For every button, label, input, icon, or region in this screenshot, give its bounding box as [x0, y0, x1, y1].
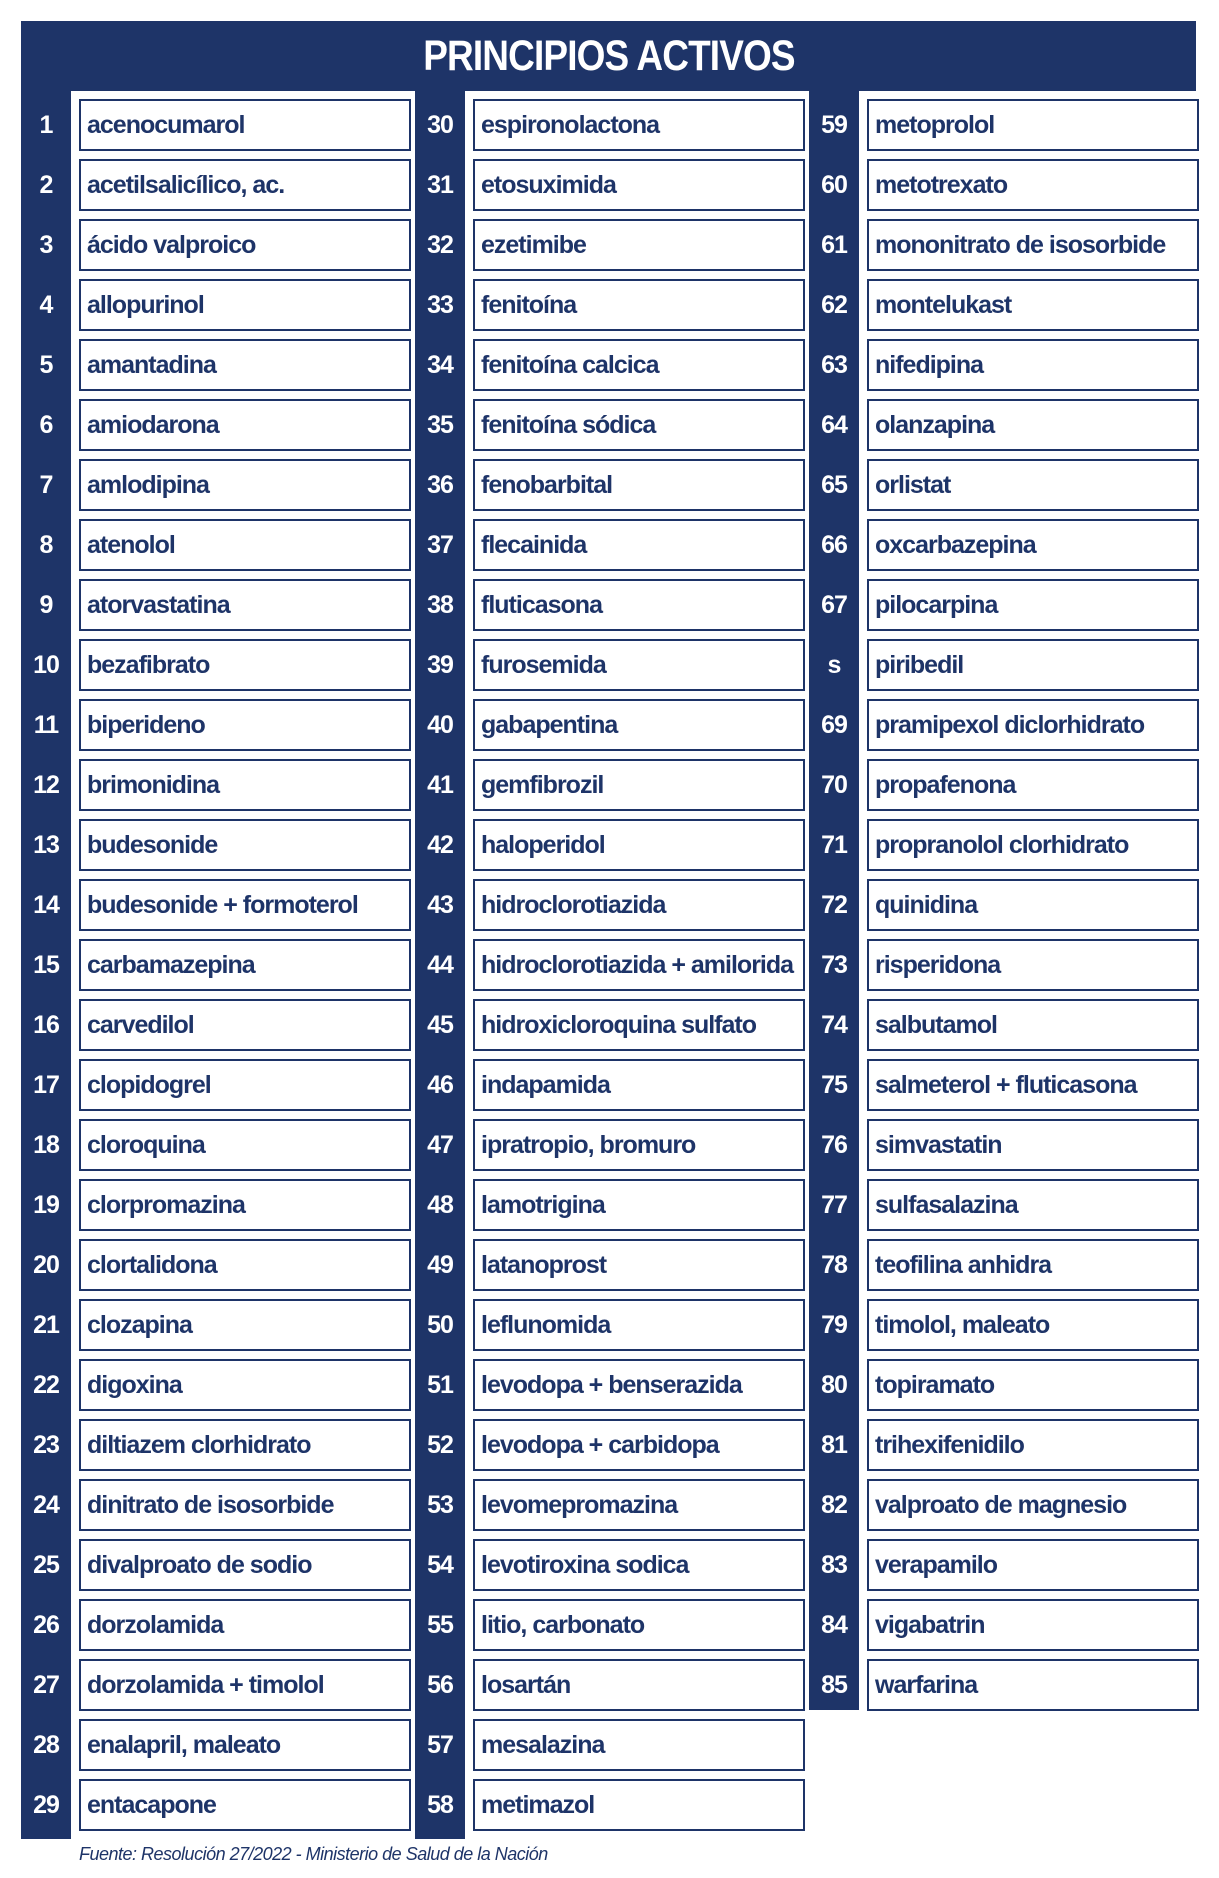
item-name: mesalazina: [473, 1719, 805, 1771]
item-number: 56: [427, 1671, 453, 1699]
item-number: 24: [33, 1491, 59, 1519]
item-number: 34: [427, 351, 453, 379]
item-number: 36: [427, 471, 453, 499]
list-item: [21, 1239, 409, 1299]
list-item: [415, 1479, 803, 1539]
item-number: 27: [33, 1671, 59, 1699]
item-name: quinidina: [867, 879, 1199, 931]
list-item: [21, 699, 409, 759]
list-item: [21, 1719, 409, 1779]
list-item: [21, 999, 409, 1059]
item-number: 1: [39, 111, 53, 139]
item-number: 26: [33, 1611, 59, 1639]
list-item: [809, 699, 1197, 759]
item-name: divalproato de sodio: [79, 1539, 411, 1591]
item-number: 72: [821, 891, 847, 919]
list-item: [21, 1179, 409, 1239]
list-item: [415, 1659, 803, 1719]
item-name: hidroxicloroquina sulfato: [473, 999, 805, 1051]
item-number: 82: [821, 1491, 847, 1519]
item-number: 11: [33, 711, 59, 739]
list-item: [809, 1059, 1197, 1119]
list-item: [809, 1419, 1197, 1479]
list-item: [809, 99, 1197, 159]
list-item: [21, 819, 409, 879]
item-name: flecainida: [473, 519, 805, 571]
item-number: 62: [821, 291, 847, 319]
item-name: montelukast: [867, 279, 1199, 331]
list-item: [415, 1419, 803, 1479]
item-name: clopidogrel: [79, 1059, 411, 1111]
item-number: 49: [427, 1251, 453, 1279]
list-column-2: [415, 99, 803, 1839]
item-name: dorzolamida: [79, 1599, 411, 1651]
list-item: [415, 579, 803, 639]
item-name: enalapril, maleato: [79, 1719, 411, 1771]
list-item: [809, 219, 1197, 279]
item-number: 43: [427, 891, 453, 919]
list-item: [415, 1359, 803, 1419]
item-name: propafenona: [867, 759, 1199, 811]
item-number: 12: [33, 771, 59, 799]
list-item: [21, 1599, 409, 1659]
list-item: [415, 819, 803, 879]
list-item: [21, 879, 409, 939]
list-item: [21, 1479, 409, 1539]
list-item: [809, 939, 1197, 999]
list-column-3: [809, 99, 1197, 1719]
list-item: [415, 1119, 803, 1179]
list-item: [21, 339, 409, 399]
item-number: 83: [821, 1551, 847, 1579]
item-name: gemfibrozil: [473, 759, 805, 811]
item-number: 65: [821, 471, 847, 499]
item-name: valproato de magnesio: [867, 1479, 1199, 1531]
item-number: 67: [821, 591, 847, 619]
item-number: 48: [427, 1191, 453, 1219]
item-name: levodopa + carbidopa: [473, 1419, 805, 1471]
item-name: fenitoína: [473, 279, 805, 331]
page-title: PRINCIPIOS ACTIVOS: [422, 31, 795, 80]
item-number: 42: [427, 831, 453, 859]
item-name: bezafibrato: [79, 639, 411, 691]
item-name: indapamida: [473, 1059, 805, 1111]
list-item: [415, 1299, 803, 1359]
item-name: dinitrato de isosorbide: [79, 1479, 411, 1531]
item-name: ezetimibe: [473, 219, 805, 271]
item-number: 81: [821, 1431, 847, 1459]
item-number: 53: [427, 1491, 453, 1519]
item-number: 63: [821, 351, 847, 379]
item-name: nifedipina: [867, 339, 1199, 391]
item-name: digoxina: [79, 1359, 411, 1411]
item-name: ácido valproico: [79, 219, 411, 271]
source-note: Fuente: Resolución 27/2022 - Ministerio de Salud de la Nación: [79, 1844, 548, 1864]
item-number: 17: [33, 1071, 59, 1099]
list-item: [809, 339, 1197, 399]
list-item: [415, 1059, 803, 1119]
item-number: 71: [821, 831, 847, 859]
item-name: vigabatrin: [867, 1599, 1199, 1651]
item-number: 46: [427, 1071, 453, 1099]
item-number: 55: [427, 1611, 453, 1639]
list-item: [809, 279, 1197, 339]
item-name: teofilina anhidra: [867, 1239, 1199, 1291]
list-item: [21, 159, 409, 219]
item-name: olanzapina: [867, 399, 1199, 451]
item-number: 3: [39, 231, 53, 259]
item-name: timolol, maleato: [867, 1299, 1199, 1351]
list-item: [21, 99, 409, 159]
list-item: [809, 159, 1197, 219]
item-number: 80: [821, 1371, 847, 1399]
item-number: 15: [33, 951, 59, 979]
item-number: 44: [427, 951, 453, 979]
list-item: [809, 459, 1197, 519]
item-name: ipratropio, bromuro: [473, 1119, 805, 1171]
item-name: brimonidina: [79, 759, 411, 811]
item-name: piribedil: [867, 639, 1199, 691]
item-number: 31: [427, 171, 453, 199]
item-number: 32: [427, 231, 453, 259]
list-item: [415, 1779, 803, 1839]
list-item: [415, 939, 803, 999]
item-number: 73: [821, 951, 847, 979]
item-number: 75: [821, 1071, 847, 1099]
item-number: 19: [33, 1191, 59, 1219]
item-name: fenobarbital: [473, 459, 805, 511]
item-name: levodopa + benserazida: [473, 1359, 805, 1411]
list-item: [415, 879, 803, 939]
item-name: hidroclorotiazida: [473, 879, 805, 931]
list-item: [415, 279, 803, 339]
item-name: dorzolamida + timolol: [79, 1659, 411, 1711]
item-name: clozapina: [79, 1299, 411, 1351]
list-item: [21, 219, 409, 279]
item-name: levotiroxina sodica: [473, 1539, 805, 1591]
list-item: [809, 639, 1197, 699]
item-name: clorpromazina: [79, 1179, 411, 1231]
item-name: orlistat: [867, 459, 1199, 511]
item-number: 10: [33, 651, 59, 679]
list-item: [21, 939, 409, 999]
item-number: 41: [427, 771, 453, 799]
item-name: topiramato: [867, 1359, 1199, 1411]
list-item: [809, 999, 1197, 1059]
list-item: [21, 1779, 409, 1839]
item-name: espironolactona: [473, 99, 805, 151]
item-number: 69: [821, 711, 847, 739]
item-name: pramipexol diclorhidrato: [867, 699, 1199, 751]
item-name: simvastatin: [867, 1119, 1199, 1171]
item-name: fenitoína calcica: [473, 339, 805, 391]
item-number: 18: [33, 1131, 59, 1159]
item-name: trihexifenidilo: [867, 1419, 1199, 1471]
list-item: [809, 879, 1197, 939]
item-number: 50: [427, 1311, 453, 1339]
item-number: 33: [427, 291, 453, 319]
item-number: 6: [39, 411, 53, 439]
list-item: [415, 699, 803, 759]
item-number: 76: [821, 1131, 847, 1159]
list-item: [809, 1539, 1197, 1599]
list-item: [809, 759, 1197, 819]
item-name: warfarina: [867, 1659, 1199, 1711]
item-number: 84: [821, 1611, 847, 1639]
list-item: [21, 579, 409, 639]
item-number: 47: [427, 1131, 453, 1159]
item-name: lamotrigina: [473, 1179, 805, 1231]
list-item: [21, 1659, 409, 1719]
item-name: salmeterol + fluticasona: [867, 1059, 1199, 1111]
item-number: s: [827, 651, 841, 679]
list-item: [809, 1479, 1197, 1539]
list-item: [21, 1539, 409, 1599]
list-item: [21, 1419, 409, 1479]
list-item: [21, 1119, 409, 1179]
item-number: 21: [33, 1311, 59, 1339]
item-name: entacapone: [79, 1779, 411, 1831]
item-name: pilocarpina: [867, 579, 1199, 631]
item-number: 79: [821, 1311, 847, 1339]
item-name: hidroclorotiazida + amilorida: [473, 939, 805, 991]
item-name: atorvastatina: [79, 579, 411, 631]
item-number: 59: [821, 111, 847, 139]
item-name: clortalidona: [79, 1239, 411, 1291]
item-name: leflunomida: [473, 1299, 805, 1351]
item-name: mononitrato de isosorbide: [867, 219, 1199, 271]
item-number: 25: [33, 1551, 59, 1579]
item-number: 40: [427, 711, 453, 739]
list-item: [809, 1659, 1197, 1719]
list-item: [809, 819, 1197, 879]
item-name: oxcarbazepina: [867, 519, 1199, 571]
item-name: metotrexato: [867, 159, 1199, 211]
item-name: allopurinol: [79, 279, 411, 331]
item-name: budesonide + formoterol: [79, 879, 411, 931]
item-number: 29: [33, 1791, 59, 1819]
item-number: 7: [39, 471, 53, 499]
list-item: [809, 579, 1197, 639]
item-name: litio, carbonato: [473, 1599, 805, 1651]
item-name: levomepromazina: [473, 1479, 805, 1531]
list-item: [21, 639, 409, 699]
list-item: [415, 1239, 803, 1299]
item-name: biperideno: [79, 699, 411, 751]
item-name: fluticasona: [473, 579, 805, 631]
list-item: [415, 759, 803, 819]
item-number: 70: [821, 771, 847, 799]
item-number: 13: [33, 831, 59, 859]
item-name: haloperidol: [473, 819, 805, 871]
item-name: propranolol clorhidrato: [867, 819, 1199, 871]
item-name: amiodarona: [79, 399, 411, 451]
list-item: [21, 279, 409, 339]
item-name: amantadina: [79, 339, 411, 391]
item-number: 45: [427, 1011, 453, 1039]
item-number: 64: [821, 411, 847, 439]
item-number: 60: [821, 171, 847, 199]
list-item: [415, 999, 803, 1059]
item-name: diltiazem clorhidrato: [79, 1419, 411, 1471]
item-number: 51: [427, 1371, 453, 1399]
list-item: [21, 1059, 409, 1119]
item-name: salbutamol: [867, 999, 1199, 1051]
list-item: [809, 399, 1197, 459]
item-name: metoprolol: [867, 99, 1199, 151]
item-number: 57: [427, 1731, 453, 1759]
item-number: 9: [39, 591, 53, 619]
list-item: [415, 99, 803, 159]
item-number: 61: [821, 231, 847, 259]
item-number: 20: [33, 1251, 59, 1279]
list-item: [415, 159, 803, 219]
list-item: [809, 1119, 1197, 1179]
item-number: 2: [39, 171, 53, 199]
list-item: [415, 1719, 803, 1779]
item-number: 14: [33, 891, 59, 919]
list-item: [809, 1359, 1197, 1419]
item-number: 16: [33, 1011, 59, 1039]
item-number: 4: [39, 291, 53, 319]
list-item: [21, 459, 409, 519]
item-number: 39: [427, 651, 453, 679]
list-item: [415, 519, 803, 579]
item-name: fenitoína sódica: [473, 399, 805, 451]
item-number: 85: [821, 1671, 847, 1699]
item-name: carbamazepina: [79, 939, 411, 991]
item-name: losartán: [473, 1659, 805, 1711]
item-number: 28: [33, 1731, 59, 1759]
list-item: [21, 399, 409, 459]
item-name: cloroquina: [79, 1119, 411, 1171]
list-item: [21, 1299, 409, 1359]
item-number: 77: [821, 1191, 847, 1219]
item-number: 66: [821, 531, 847, 559]
item-name: acenocumarol: [79, 99, 411, 151]
item-number: 38: [427, 591, 453, 619]
item-name: acetilsalicílico, ac.: [79, 159, 411, 211]
list-item: [415, 1539, 803, 1599]
list-item: [809, 1239, 1197, 1299]
item-number: 58: [427, 1791, 453, 1819]
item-name: amlodipina: [79, 459, 411, 511]
item-name: risperidona: [867, 939, 1199, 991]
item-number: 22: [33, 1371, 59, 1399]
list-item: [809, 519, 1197, 579]
item-name: furosemida: [473, 639, 805, 691]
item-number: 54: [427, 1551, 453, 1579]
item-number: 52: [427, 1431, 453, 1459]
list-column-1: [21, 99, 409, 1839]
list-item: [415, 1179, 803, 1239]
list-item: [21, 759, 409, 819]
item-name: verapamilo: [867, 1539, 1199, 1591]
item-name: gabapentina: [473, 699, 805, 751]
item-name: etosuximida: [473, 159, 805, 211]
item-number: 35: [427, 411, 453, 439]
list-item: [809, 1599, 1197, 1659]
item-name: budesonide: [79, 819, 411, 871]
item-name: sulfasalazina: [867, 1179, 1199, 1231]
item-number: 30: [427, 111, 453, 139]
list-item: [809, 1299, 1197, 1359]
item-name: carvedilol: [79, 999, 411, 1051]
page-header: [21, 21, 1196, 91]
item-name: atenolol: [79, 519, 411, 571]
item-name: latanoprost: [473, 1239, 805, 1291]
item-number: 74: [821, 1011, 847, 1039]
list-item: [415, 219, 803, 279]
item-number: 5: [39, 351, 53, 379]
list-item: [415, 399, 803, 459]
item-number: 23: [33, 1431, 59, 1459]
list-item: [415, 339, 803, 399]
list-item: [21, 519, 409, 579]
list-item: [21, 1359, 409, 1419]
item-number: 37: [427, 531, 453, 559]
list-item: [809, 1179, 1197, 1239]
list-item: [415, 459, 803, 519]
item-name: metimazol: [473, 1779, 805, 1831]
list-item: [415, 1599, 803, 1659]
item-number: 78: [821, 1251, 847, 1279]
item-number: 8: [39, 531, 53, 559]
list-item: [415, 639, 803, 699]
